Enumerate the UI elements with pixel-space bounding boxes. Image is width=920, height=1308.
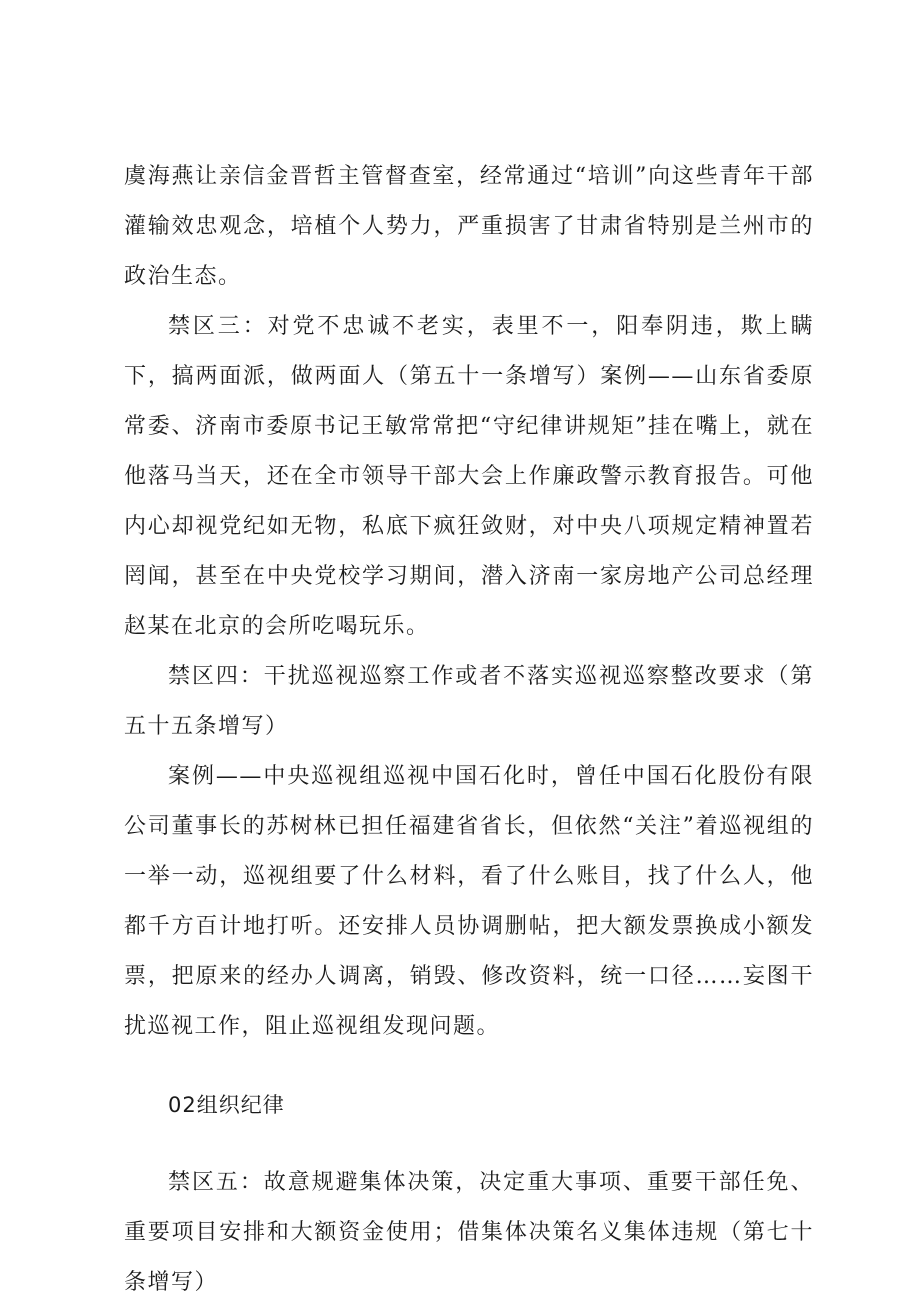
spacer: [124, 1130, 814, 1158]
paragraph-case-sinopec: 案例——中央巡视组巡视中国石化时，曾任中国石化股份有限公司董事长的苏树林已担任福建省省长，但依然“关注”着巡视组的一举一动，巡视组要了什么材料，看了什么账目，找了什么人，他都千方百计地打听。还安排人员协调删帖，把大额发票换成小额发票，把原来的经办人调离，销毁、修改资料，统一口径……妄图干扰巡视工作，阻止巡视组发现问题。: [124, 764, 814, 1039]
section-heading: 02组织纪律: [168, 1093, 285, 1117]
paragraph-zone-four: 禁区四：干扰巡视巡察工作或者不落实巡视巡察整改要求（第五十五条增写）: [124, 664, 814, 739]
spacer: [124, 1052, 814, 1080]
paragraph-zone-five: 禁区五：故意规避集体决策，决定重大事项、重要干部任免、重要项目安排和大额资金使用；借集体决策名义集体违规（第七十条增写）: [124, 1170, 814, 1295]
paragraph-zone-three: 禁区三：对党不忠诚不老实，表里不一，阳奉阴违，欺上瞒下，搞两面派，做两面人（第五十一条增写）案例——山东省委原常委、济南市委原书记王敏常常把“守纪律讲规矩”挂在嘴上，就在他落马当天，还在全市领导干部大会上作廉政警示教育报告。可他内心却视党纪如无物，私底下疯狂敛财，对中央八项规定精神置若罔闻，甚至在中央党校学习期间，潜入济南一家房地产公司总经理赵某在北京的会所吃喝玩乐。: [124, 314, 814, 639]
document-body: [124, 152, 814, 1308]
paragraph-continuation: 虞海燕让亲信金晋哲主管督查室，经常通过“培训”向这些青年干部灌输效忠观念，培植个人势力，严重损害了甘肃省特别是兰州市的政治生态。: [124, 164, 814, 289]
